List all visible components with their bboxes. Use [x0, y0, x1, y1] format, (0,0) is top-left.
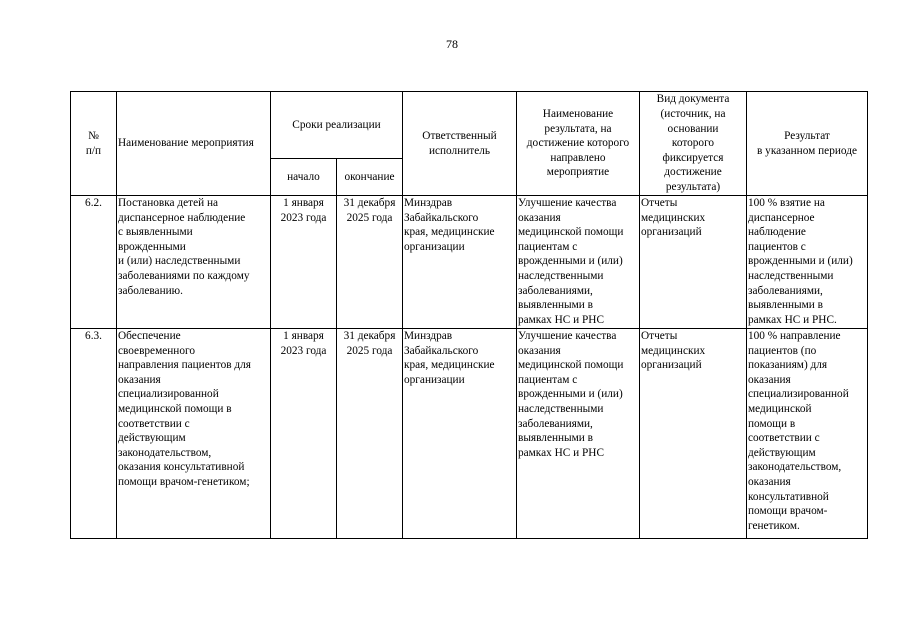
- row-responsible: Минздрав Забайкальского края, медицинские организации: [403, 329, 517, 539]
- page-number: 78: [446, 37, 458, 51]
- row-event: Обеспечение своевременного направления пациентов для оказания специализированной медицинской помощи в соответствии с действующим законодательством, оказания консультативной помощи врачом-генетиком;: [117, 329, 271, 539]
- header-row: [71, 92, 868, 159]
- header-num: № п/п: [71, 92, 117, 196]
- row-result-period: 100 % взятие на диспансерное наблюдение пациентов с врожденными и (или) наследственными заболеваниями, выявленными в рамках НС и РНС.: [747, 196, 868, 329]
- header-responsible: Ответственный исполнитель: [403, 92, 517, 196]
- row-responsible: Минздрав Забайкальского края, медицинские организации: [403, 196, 517, 329]
- header-event: Наименование мероприятия: [117, 92, 271, 196]
- row-end: 31 декабря 2025 года: [337, 196, 403, 329]
- header-result-period: Результат в указанном периоде: [747, 92, 868, 196]
- row-start: 1 января 2023 года: [271, 196, 337, 329]
- row-result-name: Улучшение качества оказания медицинской помощи пациентам с врожденными и (или) наследственными заболеваниями, выявленными в рамках НС и РНС: [517, 329, 640, 539]
- header-terms: Сроки реализации: [271, 92, 403, 159]
- header-end: окончание: [337, 159, 403, 196]
- table-row: [71, 329, 868, 539]
- row-num: 6.3.: [71, 329, 117, 539]
- row-num: 6.2.: [71, 196, 117, 329]
- activities-table: [70, 91, 868, 539]
- row-end: 31 декабря 2025 года: [337, 329, 403, 539]
- table-row: [71, 196, 868, 329]
- row-event: Постановка детей на диспансерное наблюдение с выявленными врожденными и (или) наследственными заболеваниями по каждому заболеванию.: [117, 196, 271, 329]
- header-result-name: Наименование результата, на достижение которого направлено мероприятие: [517, 92, 640, 196]
- row-result-period: 100 % направление пациентов (по показаниям) для оказания специализированной медицинской помощи в соответствии с действующим законодательством, оказания консультативной помощи врачом- генетиком.: [747, 329, 868, 539]
- row-doc-type: Отчеты медицинских организаций: [640, 196, 747, 329]
- row-result-name: Улучшение качества оказания медицинской помощи пациентам с врожденными и (или) наследственными заболеваниями, выявленными в рамках НС и РНС: [517, 196, 640, 329]
- row-start: 1 января 2023 года: [271, 329, 337, 539]
- header-doc-type: Вид документа (источник, на основании которого фиксируется достижение результата): [640, 92, 747, 196]
- row-doc-type: Отчеты медицинских организаций: [640, 329, 747, 539]
- header-start: начало: [271, 159, 337, 196]
